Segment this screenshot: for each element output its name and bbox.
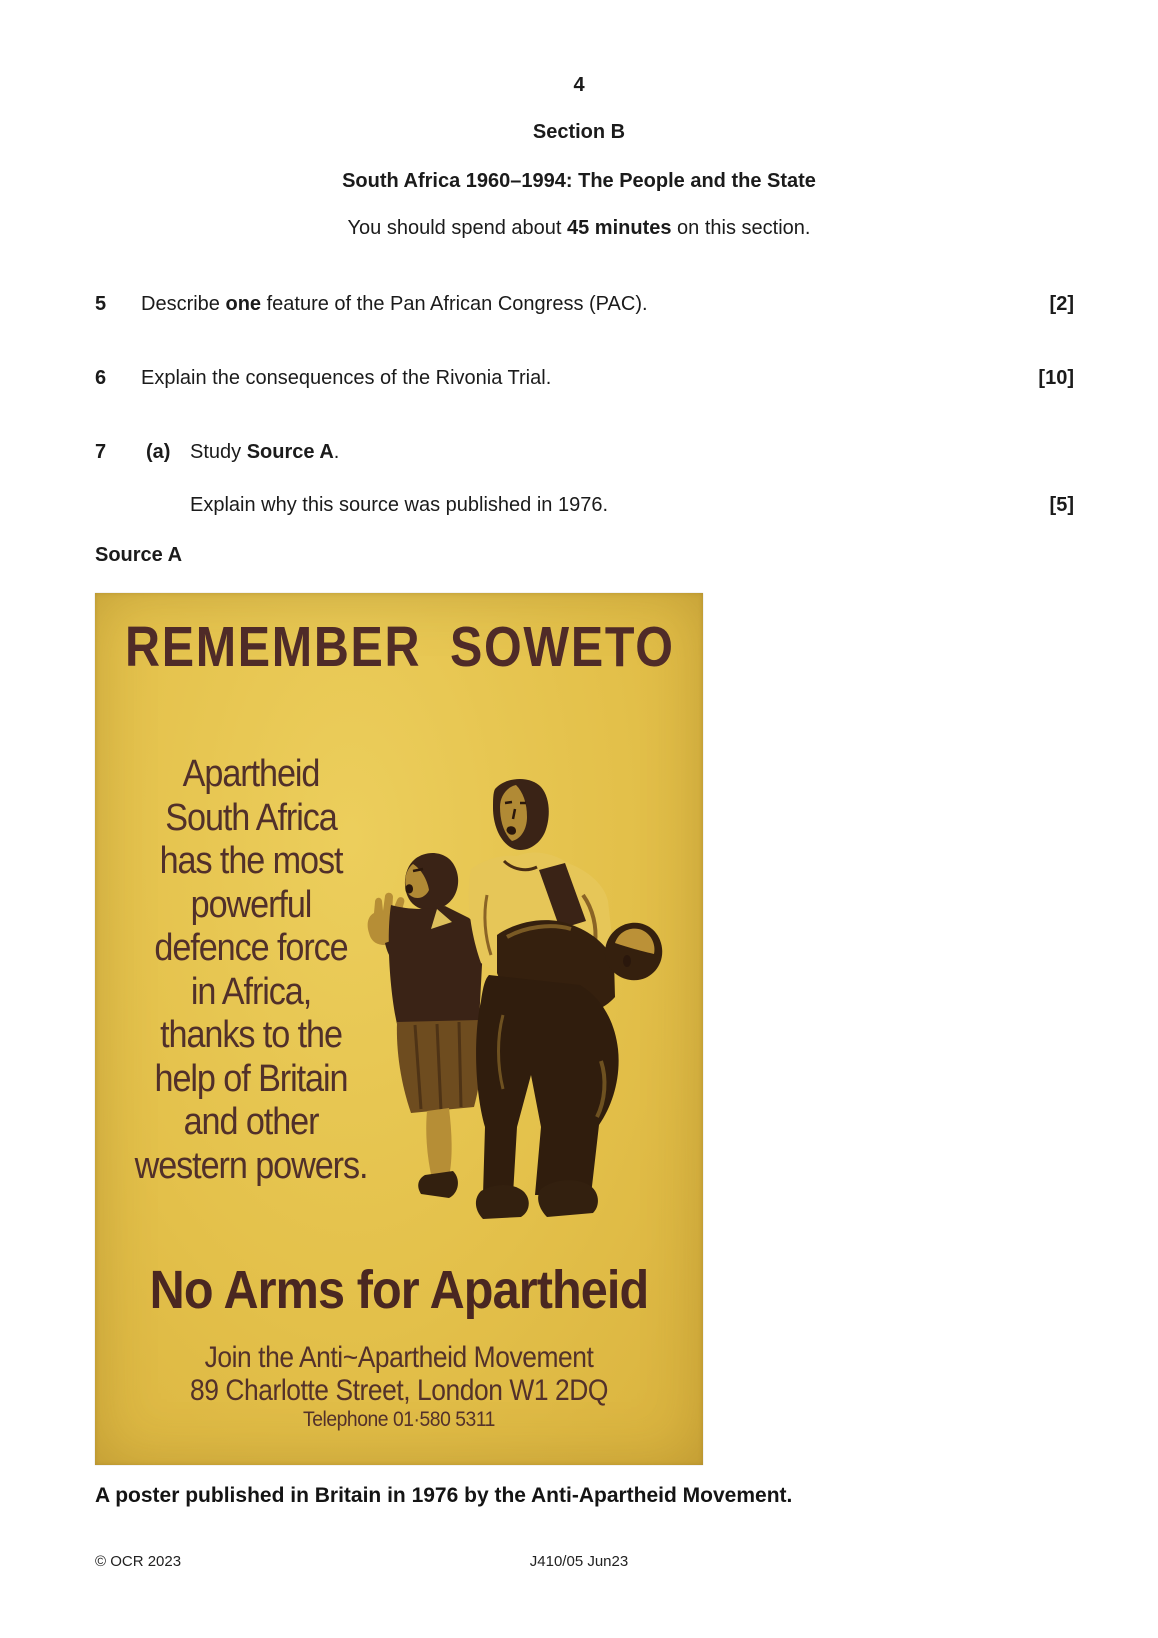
question-7-prompt: Explain why this source was published in 1976. — [190, 494, 609, 516]
question-7 — [95, 439, 1074, 465]
poster-body-text — [111, 753, 392, 1188]
question-6-number: 6 — [95, 367, 107, 389]
question-5 — [95, 291, 1074, 317]
poster-body-line: and other — [183, 1101, 319, 1143]
footer-copyright: © OCR 2023 — [95, 1553, 182, 1570]
source-a-label: Source A — [95, 544, 183, 566]
question-5-text — [141, 291, 648, 317]
question-7-number: 7 — [95, 441, 107, 463]
poster-join-line: Join the Anti~Apartheid Movement — [204, 1341, 594, 1374]
timing-pre: You should spend about — [347, 217, 567, 239]
question-5-number: 5 — [95, 293, 107, 315]
poster-body-line: in Africa, — [190, 970, 312, 1013]
section-label: Section B — [532, 121, 626, 143]
poster-body-line: has the most — [159, 840, 343, 882]
q7-stem-pre: Study — [190, 441, 247, 463]
poster-body-line: defence force — [154, 927, 348, 969]
footer-paper-code: J410/05 Jun23 — [529, 1553, 629, 1570]
page-number: 4 — [573, 74, 585, 96]
timing-note — [0, 216, 1158, 240]
timing-post: on this section. — [671, 217, 811, 239]
poster-body-line: western powers. — [134, 1144, 368, 1187]
question-6-marks: [10] — [1038, 367, 1074, 389]
source-a-poster — [95, 593, 703, 1465]
question-6-text: Explain the consequences of the Rivonia Trial. — [141, 367, 552, 389]
poster-body-line: help of Britain — [154, 1057, 348, 1100]
poster-body-line: Apartheid — [182, 753, 320, 795]
q7-stem-post: . — [333, 441, 340, 463]
section-title: South Africa 1960–1994: The People and the State — [342, 170, 816, 192]
question-6 — [95, 365, 1074, 391]
poster-body-line: powerful — [190, 883, 312, 926]
source-caption: A poster published in Britain in 1976 by the Anti-Apartheid Movement. — [95, 1484, 793, 1507]
timing-bold: 45 minutes — [567, 217, 672, 239]
q5-post: feature of the Pan African Congress (PAC). — [261, 293, 648, 315]
question-7-stem — [190, 439, 339, 465]
question-7-part: (a) — [146, 441, 171, 463]
poster-address-line: 89 Charlotte Street, London W1 2DQ — [190, 1374, 608, 1407]
poster-slogan: No Arms for Apartheid — [149, 1260, 649, 1320]
q5-pre: Describe — [141, 293, 226, 315]
poster-telephone-line: Telephone 01·580 5311 — [303, 1408, 495, 1431]
q5-bold: one — [225, 293, 262, 315]
poster-body-line: South Africa — [165, 796, 337, 839]
poster-title: REMEMBER SOWETO — [125, 615, 675, 679]
soweto-photograph — [355, 775, 703, 1325]
question-5-marks: [2] — [1049, 293, 1074, 315]
poster-body-line: thanks to the — [160, 1014, 342, 1056]
q7-stem-bold: Source A — [246, 441, 334, 463]
question-7-prompt-row — [95, 492, 1074, 518]
question-7-marks: [5] — [1049, 494, 1074, 516]
